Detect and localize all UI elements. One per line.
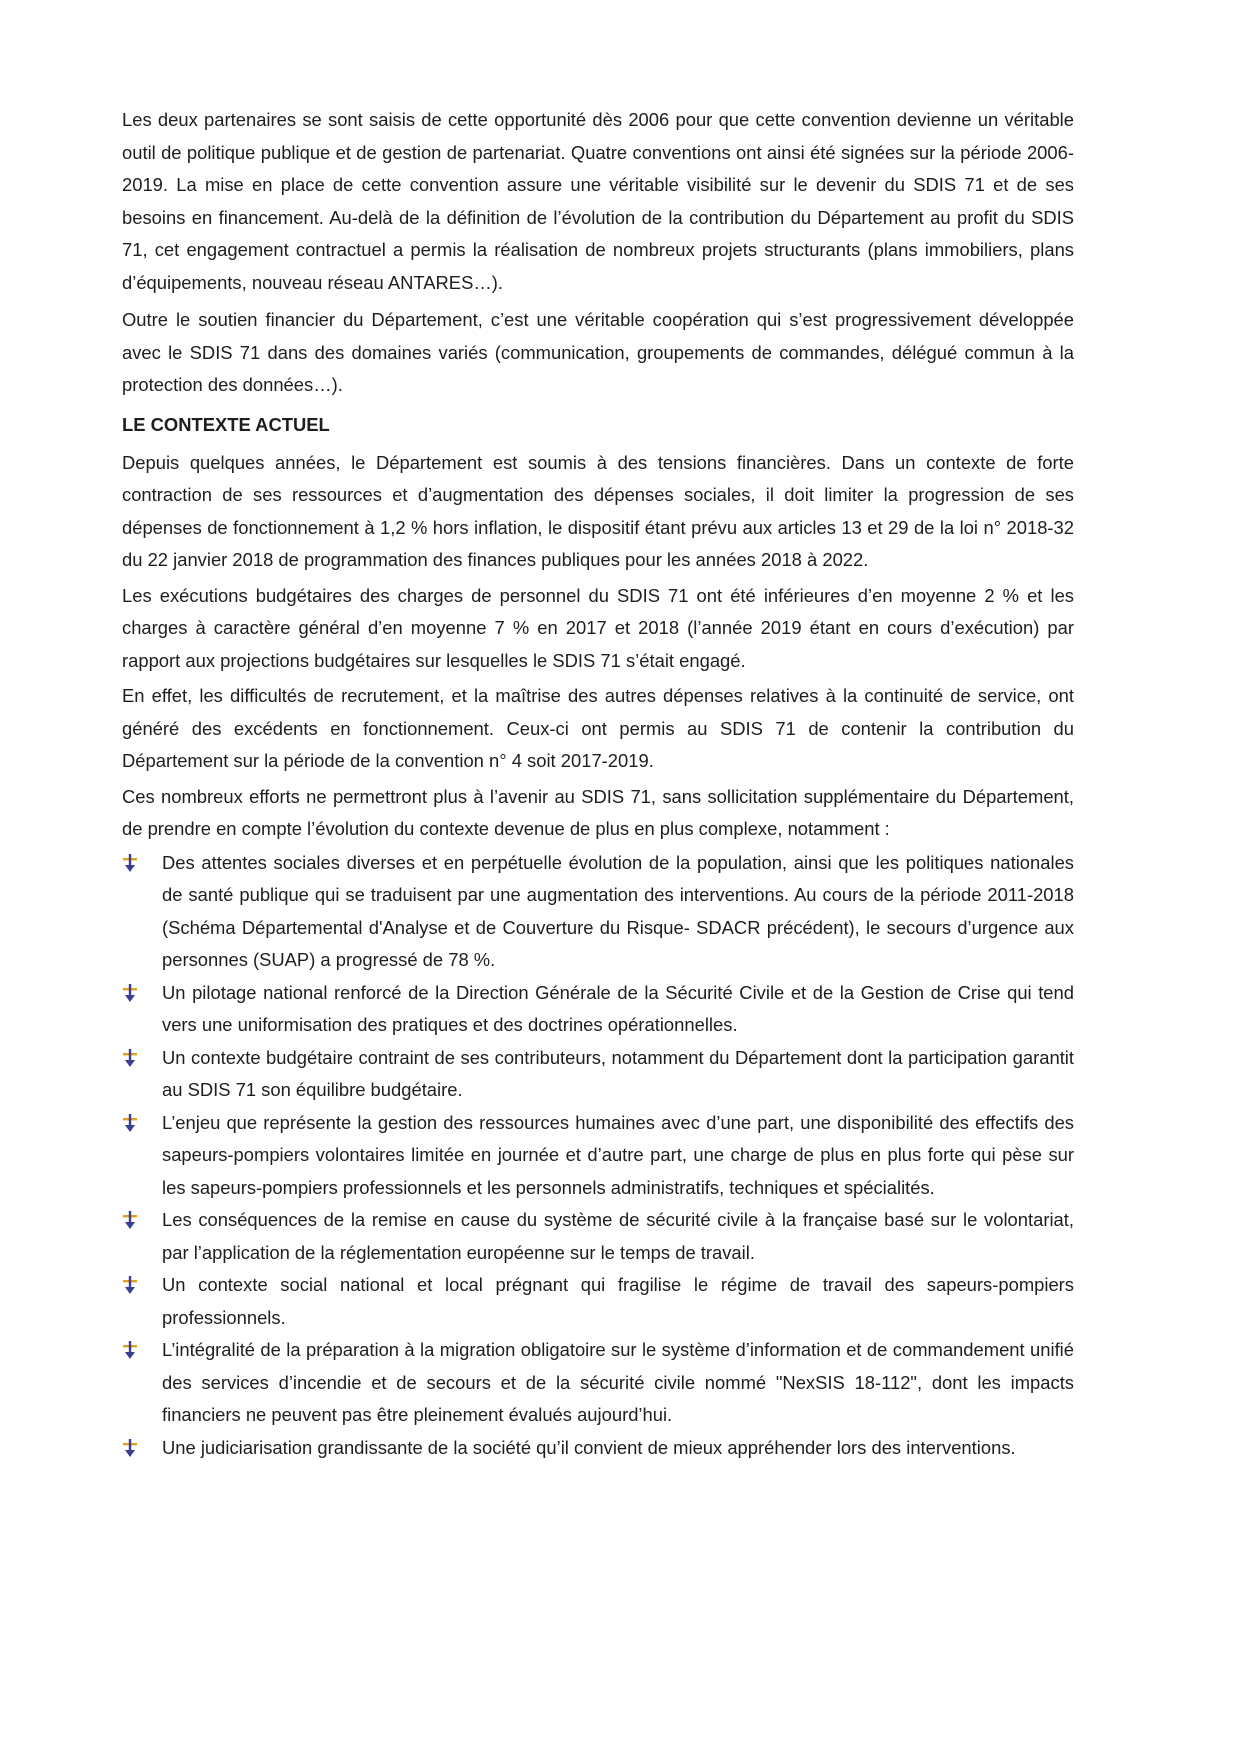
intro-paragraph-2: Outre le soutien financier du Département, c’est une véritable coopération qui s’est progressivement développée avec le SDIS 71 dans des domaines variés (communication, groupements de commandes, délégué commun à la protection des données…).: [122, 309, 1074, 395]
bullet-list: [122, 847, 1074, 1465]
context-paragraph-2: Les exécutions budgétaires des charges de personnel du SDIS 71 ont été inférieures d’en moyenne 2 % et les charges à caractère général d’en moyenne 7 % en 2017 et 2018 (l’année 2019 étant en cours d’exécution) par rapport aux projections budgétaires sur lesquelles le SDIS 71 s’était engagé.: [122, 584, 1074, 671]
bullet-text: L’intégralité de la préparation à la migration obligatoire sur le système d’information et de commandement unifié des services d’incendie et de secours et de la sécurité civile nommé "NexSIS 18-112", dont les impacts financiers ne peuvent pas être pleinement évalués aujourd’hui.: [162, 1339, 1074, 1425]
list-item: [122, 1269, 1074, 1334]
bullet-text: Un pilotage national renforcé de la Direction Générale de la Sécurité Civile et de la Gestion de Crise qui tend vers une uniformisation des pratiques et des doctrines opérationnelles.: [162, 981, 1074, 1035]
bullet-text: Une judiciarisation grandissante de la société qu’il convient de mieux appréhender lors des interventions.: [162, 1436, 1016, 1458]
down-arrow-icon: [122, 1114, 138, 1132]
intro-paragraph-1: Les deux partenaires se sont saisis de cette opportunité dès 2006 pour que cette convention devienne un véritable outil de politique publique et de gestion de partenariat. Quatre conventions ont ainsi été signées sur la période 2006-2019. La mise en place de cette convention assure une véritable visibilité sur le devenir du SDIS 71 et de ses besoins en financement. Au-delà de la définition de l’évolution de la contribution du Département au profit du SDIS 71, cet engagement contractuel a permis la réalisation de nombreux projets structurants (plans immobiliers, plans d’équipements, nouveau réseau ANTARES…).: [122, 109, 1074, 293]
list-item: [122, 977, 1074, 1042]
context-paragraph-3: En effet, les difficultés de recrutement, et la maîtrise des autres dépenses relatives à la continuité de service, ont généré des excédents en fonctionnement. Ceux-ci ont permis au SDIS 71 de contenir la contribution du Département sur la période de la convention n° 4 soit 2017-2019.: [122, 685, 1074, 771]
document-page: [122, 104, 1074, 1464]
bullet-text: Un contexte budgétaire contraint de ses contributeurs, notamment du Département dont la participation garantit au SDIS 71 son équilibre budgétaire.: [162, 1046, 1074, 1100]
bullet-text: Les conséquences de la remise en cause du système de sécurité civile à la française basé sur le volontariat, par l’application de la réglementation européenne sur le temps de travail.: [162, 1209, 1074, 1263]
down-arrow-icon: [122, 1211, 138, 1229]
context-paragraph-4: Ces nombreux efforts ne permettront plus à l’avenir au SDIS 71, sans sollicitation supplémentaire du Département, de prendre en compte l’évolution du contexte devenue de plus en plus complexe, notamment :: [122, 785, 1074, 839]
down-arrow-icon: [122, 1439, 138, 1457]
down-arrow-icon: [122, 984, 138, 1002]
down-arrow-icon: [122, 854, 138, 872]
bullet-text: Un contexte social national et local prégnant qui fragilise le régime de travail des sapeurs-pompiers professionnels.: [162, 1274, 1074, 1328]
list-item: [122, 847, 1074, 977]
list-item: [122, 1432, 1074, 1465]
down-arrow-icon: [122, 1276, 138, 1294]
context-paragraph-1: Depuis quelques années, le Département est soumis à des tensions financières. Dans un contexte de forte contraction de ses ressources et d’augmentation des dépenses sociales, il doit limiter la progression de ses dépenses de fonctionnement à 1,2 % hors inflation, le dispositif étant prévu aux articles 13 et 29 de la loi n° 2018-32 du 22 janvier 2018 de programmation des finances publiques pour les années 2018 à 2022.: [122, 451, 1074, 570]
bullet-text: L’enjeu que représente la gestion des ressources humaines avec d’une part, une disponibilité des effectifs des sapeurs-pompiers volontaires limitée en journée et d’autre part, une charge de plus en plus forte qui pèse sur les sapeurs-pompiers professionnels et les personnels administratifs, techniques et spécialités.: [162, 1111, 1074, 1198]
down-arrow-icon: [122, 1049, 138, 1067]
bullet-text: Des attentes sociales diverses et en perpétuelle évolution de la population, ainsi que les politiques nationales de santé publique qui se traduisent par une augmentation des interventions. Au cours de la période 2011-2018 (Schéma Départemental d'Analyse et de Couverture du Risque- SDACR précédent), le secours d’urgence aux personnes (SUAP) a progressé de 78 %.: [162, 851, 1074, 970]
list-item: [122, 1042, 1074, 1107]
list-item: [122, 1107, 1074, 1205]
list-item: [122, 1204, 1074, 1269]
section-heading: LE CONTEXTE ACTUEL: [122, 413, 330, 435]
down-arrow-icon: [122, 1341, 138, 1359]
list-item: [122, 1334, 1074, 1432]
